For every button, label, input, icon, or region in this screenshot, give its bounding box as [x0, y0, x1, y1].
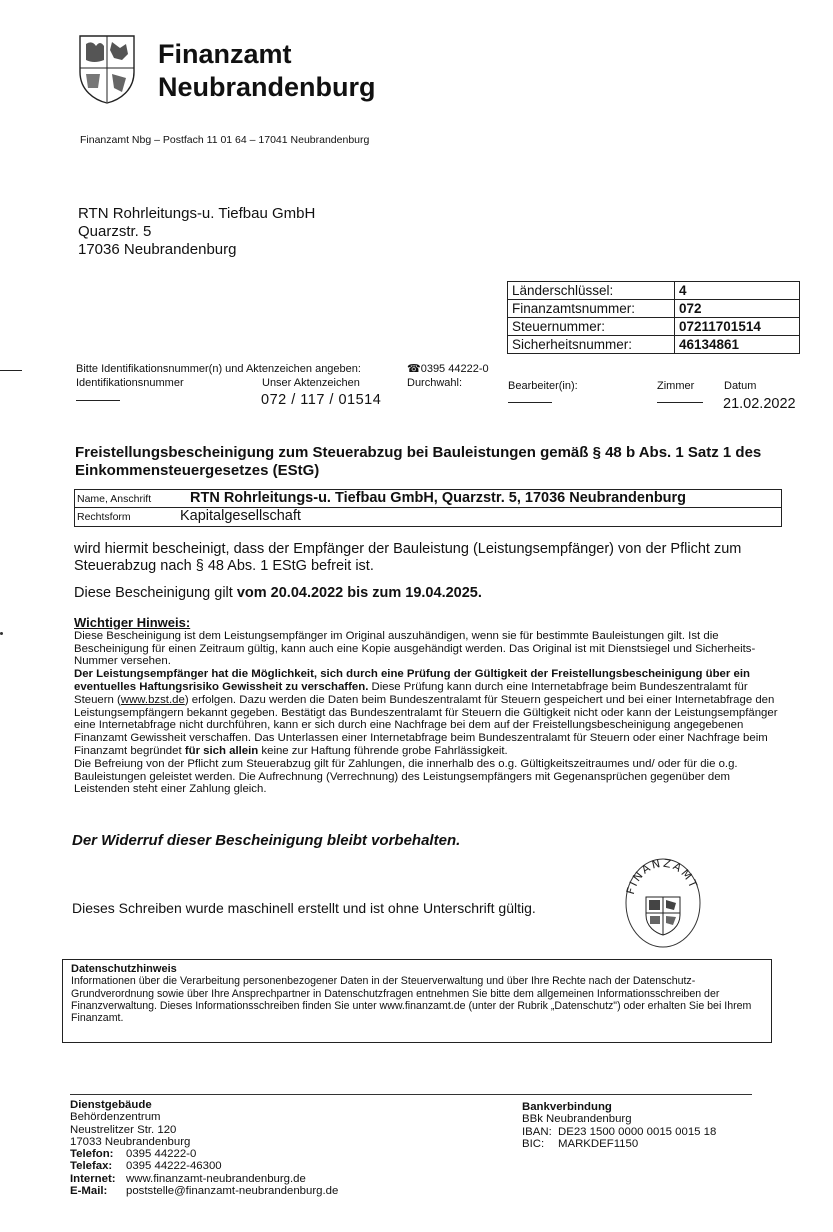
zimmer-placeholder-line	[657, 402, 703, 403]
telefon-value: 0395 44222-0	[126, 1148, 197, 1161]
table-row	[508, 336, 800, 354]
refbox-value: 072	[675, 300, 800, 318]
footer-line	[522, 1138, 716, 1150]
name-value: RTN Rohrleitungs-u. Tiefbau GmbH, Quarzstr. 5, 17036 Neubrandenburg	[190, 490, 687, 506]
official-seal-stamp	[624, 857, 702, 949]
aktenzeichen-label: Unser Aktenzeichen	[262, 377, 360, 389]
seal-text: FINANZAMT	[624, 857, 701, 896]
bic-label: BIC:	[522, 1137, 545, 1150]
table-row	[75, 508, 781, 525]
iban-value: DE23 1500 0000 0015 0015 18	[558, 1125, 717, 1138]
document-title: Freistellungsbescheinigung zum Steuerabzug bei Bauleistungen gemäß § 48 b Abs. 1 Satz 1 des Einkommensteuergesetzes (EStG)	[75, 444, 762, 479]
internet-label: Internet:	[70, 1172, 116, 1185]
data-protection-heading: Datenschutzhinweis	[71, 963, 177, 975]
notice-paragraph: Diese Bescheinigung ist dem Leistungsempfänger im Original auszuhändigen, wenn sie für bestimmte Bauleistungen gilt. Ist die Bescheinigung für einen Zeitraum gültig, kann auch eine Kopie ausgehändigt werden. Das Original ist mit Dienstsiegel und Sicherheits-Nummer versehen.	[74, 629, 756, 668]
footer-bank-details	[522, 1101, 716, 1150]
rechtsform-value: Kapitalgesellschaft	[180, 508, 301, 524]
notice-text: ) erfolgen. Dazu werden die Daten beim Bundeszentralamt für Steuern gespeichert und bei einer Internetabfrage den Leistungsempfängern bekannt gegeben. Bestätigt das Bundeszentralamt für Steuern die Gültigkeit nicht oder kann der Leistungsempfänger eine Internetabfrage nicht durchführen, kann er sich durch eine Nachfrage bei dem auf der Freistellungsbescheinigung angegebenen Finanzamt Gewissheit verschaffen. Das Unterlassen einer Internetabfrage beim Bundeszentralamt für Steuern oder einer Nachfrage beim Finanzamt begründet	[74, 693, 778, 757]
revocation-notice: Der Widerruf dieser Bescheinigung bleibt vorbehalten.	[72, 832, 461, 849]
refbox-key: Steuernummer:	[508, 318, 675, 336]
notice-text: Diese Prüfung kann durch eine Internetabfrage beim Bundeszentralamt für Steuern (	[74, 680, 748, 706]
datum-value: 21.02.2022	[723, 396, 796, 412]
footer-line	[70, 1148, 338, 1160]
validity-dates: vom 20.04.2022 bis zum 19.04.2025.	[236, 585, 482, 601]
footer-line: 17033 Neubrandenburg	[70, 1135, 191, 1148]
refbox-value: 4	[675, 282, 800, 300]
phone-icon: ☎	[407, 363, 421, 375]
punch-mark	[0, 632, 3, 635]
refbox-value: 07211701514	[675, 318, 800, 336]
notice-bold: für sich allein	[184, 744, 259, 757]
footer-line: Behördenzentrum	[70, 1111, 161, 1124]
svg-text:FINANZAMT	[624, 857, 700, 896]
aktenzeichen-value: 072 / 117 / 01514	[261, 392, 382, 408]
bzst-link[interactable]: www.bzst.de	[120, 693, 185, 706]
recipient-address	[78, 205, 315, 259]
phone-number: 0395 44222-0	[420, 363, 489, 375]
machine-generated-notice: Dieses Schreiben wurde maschinell erstellt und ist ohne Unterschrift gültig.	[72, 900, 536, 916]
footer-line	[70, 1160, 338, 1172]
recipient-line: Quarzstr. 5	[78, 223, 152, 240]
table-row	[508, 282, 800, 300]
footer-divider	[70, 1094, 752, 1095]
notice-heading: Wichtiger Hinweis:	[74, 615, 191, 630]
office-name	[158, 38, 376, 104]
rechtsform-label: Rechtsform	[77, 511, 131, 523]
bearbeiter-placeholder-line	[508, 402, 552, 403]
refbox-key: Länderschlüssel:	[508, 282, 675, 300]
website-link[interactable]: www.finanzamt-neubrandenburg.de	[126, 1172, 306, 1185]
footer-line	[522, 1126, 716, 1138]
refbox-value: 46134861	[675, 336, 800, 354]
notice-bold: Der Leistungsempfänger hat die Möglichkeit, sich durch eine Prüfung der Gültigkeit der Freistellungsbescheinigung über ein eventuelles Haftungsrisiko Gewissheit zu verschaffen.	[74, 668, 750, 693]
footer-line	[70, 1185, 338, 1197]
tax-reference-box	[507, 281, 800, 354]
refbox-key: Finanzamtsnummer:	[508, 300, 675, 318]
certification-text: wird hiermit bescheinigt, dass der Empfänger der Bauleistung (Leistungsempfänger) von der Pflicht zum Steuerabzug nach § 48 Abs. 1 EStG befreit ist.	[74, 541, 742, 574]
office-name-line2: Neubrandenburg	[158, 72, 376, 102]
id-placeholder-line	[76, 400, 120, 401]
zimmer-label: Zimmer	[657, 380, 695, 392]
telefon-label: Telefon:	[70, 1148, 114, 1161]
fold-mark	[0, 370, 22, 371]
footer-heading: Dienstgebäude	[70, 1099, 152, 1111]
bic-value: MARKDEF1150	[558, 1137, 639, 1150]
table-row	[508, 300, 800, 318]
validity-period	[74, 585, 482, 602]
recipient-line: 17036 Neubrandenburg	[78, 241, 237, 258]
data-protection-box	[62, 959, 772, 1043]
data-protection-text: Informationen über die Verarbeitung personenbezogener Daten in der Steuerverwaltung und über Ihre Rechte nach der Datenschutz-Grundverordnung sowie über Ihre Ansprechpartner in Datenschutzfragen entnehmen Sie bitte dem allgemeinen Informationsschreiben der Finanzverwaltung. Dieses Informationsschreiben finden Sie unter www.finanzamt.de (unter der Rubrik „Datenschutz") oder erhalten Sie bei Ihrem Finanzamt.	[71, 975, 752, 1025]
refbox-key: Sicherheitsnummer:	[508, 336, 675, 354]
notice-paragraph: Die Befreiung von der Pflicht zum Steuerabzug gilt für Zahlungen, die innerhalb des o.g. Gültigkeitszeitraumes und/ oder für die o.g. Bauleistungen geleistet werden. Die Aufrechnung (Verrechnung) des Leistungsempfängers mit Gegenansprüchen gegenüber dem Leistenden steht einer Zahlung gleich.	[74, 757, 738, 796]
telefax-value: 0395 44222-46300	[126, 1160, 222, 1173]
footer-line: BBk Neubrandenburg	[522, 1113, 632, 1126]
id-label: Identifikationsnummer	[76, 377, 184, 389]
table-row	[75, 490, 781, 508]
iban-label: IBAN:	[522, 1125, 552, 1138]
notice-text: keine zur Haftung führende grobe Fahrlässigkeit.	[258, 744, 508, 757]
table-row	[508, 318, 800, 336]
footer-heading: Bankverbindung	[522, 1101, 612, 1113]
important-notice	[74, 617, 780, 796]
recipient-line: RTN Rohrleitungs-u. Tiefbau GmbH	[78, 205, 316, 222]
footer-line: Neustrelitzer Str. 120	[70, 1123, 177, 1136]
datum-label: Datum	[724, 380, 757, 392]
office-name-line1: Finanzamt	[158, 39, 292, 69]
email-label: E-Mail:	[70, 1185, 108, 1198]
name-label: Name, Anschrift	[77, 493, 152, 505]
telefax-label: Telefax:	[70, 1160, 113, 1173]
durchwahl-label: Durchwahl:	[407, 377, 463, 389]
sender-postline: Finanzamt Nbg – Postfach 11 01 64 – 17041 Neubrandenburg	[80, 134, 370, 146]
bearbeiter-label: Bearbeiter(in):	[508, 380, 578, 392]
email-link[interactable]: poststelle@finanzamt-neubrandenburg.de	[126, 1185, 339, 1198]
footer-line	[70, 1173, 338, 1185]
notice-paragraph	[74, 668, 780, 758]
reference-hint: Bitte Identifikationsnummer(n) und Aktenzeichen angeben:	[76, 363, 361, 375]
validity-prefix: Diese Bescheinigung gilt	[74, 585, 237, 601]
footer-office-address	[70, 1099, 338, 1197]
coat-of-arms-logo	[78, 34, 136, 104]
recipient-details-box	[74, 489, 782, 527]
phone-line	[407, 363, 489, 376]
